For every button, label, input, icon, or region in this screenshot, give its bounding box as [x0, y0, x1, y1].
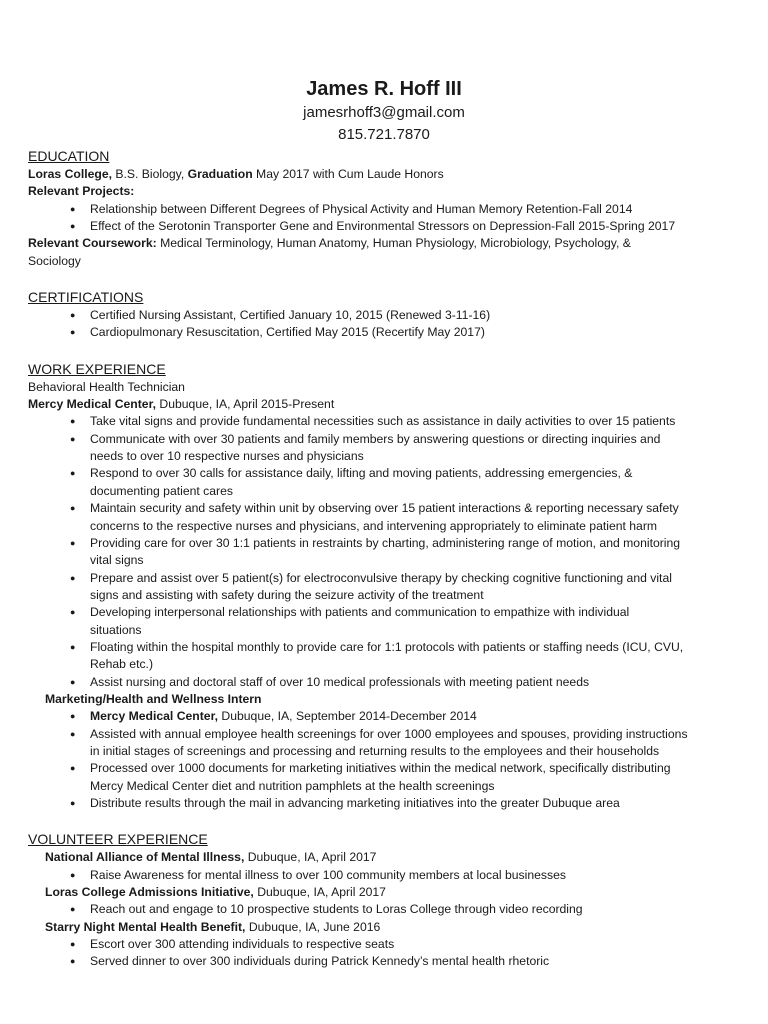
list-item: ● Maintain security and safety within unit by observing over 15 patient interactions & reporting necessary safety concerns to the respective nurses and physicians, and intervening appropriately to eliminate patient harm	[28, 500, 728, 535]
list-item: ● Developing interpersonal relationships with patients and communication to empathize with individual situations	[28, 604, 728, 639]
candidate-name: James R. Hoff III	[306, 78, 462, 100]
job2-bullets	[28, 708, 728, 812]
list-item: ● Assisted with annual employee health screenings for over 1000 employees and spouses, providing instructions in initial stages of screenings and processing and returning results to the employees and their households	[28, 726, 728, 761]
job2-title: Marketing/Health and Wellness Intern	[45, 691, 262, 706]
list-item: ● Reach out and engage to 10 prospective students to Loras College through video recording	[28, 901, 728, 918]
volunteer-org-2: Loras College Admissions Initiative, Dubuque, IA, April 2017	[45, 885, 386, 900]
job1-bullets	[28, 413, 728, 691]
projects-label: Relevant Projects:	[28, 184, 135, 199]
coursework-label: Relevant Coursework:	[28, 236, 157, 251]
email-address: jamesrhoff3@gmail.com	[303, 104, 465, 121]
job1-employer: Mercy Medical Center,	[28, 397, 157, 412]
list-item: ● Prepare and assist over 5 patient(s) for electroconvulsive therapy by checking cognitive functioning and vital signs and assisting with safety during the seizure activity of the treatment	[28, 570, 728, 605]
list-item: ● Respond to over 30 calls for assistance daily, lifting and moving patients, addressing emergencies, & documenting patient cares	[28, 465, 728, 500]
list-item: ● Providing care for over 30 1:1 patients in restraints by charting, administering range of motion, and monitoring vital signs	[28, 535, 728, 570]
job2-employer-line	[28, 708, 728, 725]
job1-title: Behavioral Health Technician	[28, 379, 185, 394]
volunteer-org-3-bullets	[28, 936, 728, 971]
coursework-line-2: Sociology	[28, 253, 81, 268]
coursework-text: Medical Terminology, Human Anatomy, Human Physiology, Microbiology, Psychology, &	[156, 236, 631, 251]
resume-header	[0, 76, 768, 146]
list-item: ● Communicate with over 30 patients and family members by answering questions or directing inquiries and needs to over 10 respective nurses and physicians	[28, 431, 728, 466]
list-item: ● Served dinner to over 300 individuals during Patrick Kennedy’s mental health rhetoric	[28, 953, 728, 970]
graduation-text: May 2017 with Cum Laude Honors	[252, 167, 444, 181]
work-heading: WORK EXPERIENCE	[28, 360, 166, 377]
volunteer-heading: VOLUNTEER EXPERIENCE	[28, 831, 208, 848]
degree: B.S. Biology,	[111, 167, 188, 181]
resume-body	[28, 146, 728, 971]
graduation-label: Graduation	[187, 167, 253, 181]
list-item: ● Distribute results through the mail in advancing marketing initiatives into the greater Dubuque area	[28, 795, 728, 812]
education-degree-line	[28, 166, 728, 183]
volunteer-org-2-bullets	[28, 901, 728, 918]
projects-list	[28, 201, 728, 236]
job1-employer-line	[28, 396, 728, 413]
volunteer-org-1: National Alliance of Mental Illness, Dubuque, IA, April 2017	[45, 850, 377, 865]
education-heading: EDUCATION	[28, 148, 110, 164]
list-item: ● Escort over 300 attending individuals to respective seats	[28, 936, 728, 953]
coursework-line	[28, 235, 728, 252]
volunteer-org-3: Starry Night Mental Health Benefit, Dubuque, IA, June 2016	[45, 919, 381, 934]
list-item: ● Assist nursing and doctoral staff of over 10 medical professionals with meeting patient needs	[28, 674, 728, 691]
school-name: Loras College,	[28, 167, 112, 181]
job1-location: Dubuque, IA, April 2015-Present	[156, 397, 335, 412]
list-item: ● Effect of the Serotonin Transporter Gene and Environmental Stressors on Depression-Fall 2015-Spring 2017	[28, 218, 728, 235]
job2-location: Dubuque, IA, September 2014-December 2014	[218, 709, 477, 724]
volunteer-org-1-bullets	[28, 867, 728, 884]
list-item: ● Certified Nursing Assistant, Certified January 10, 2015 (Renewed 3-11-16)	[28, 307, 728, 324]
list-item: ● Relationship between Different Degrees of Physical Activity and Human Memory Retention-Fall 2014	[28, 201, 728, 218]
job2-employer: Mercy Medical Center,	[90, 709, 219, 724]
list-item: ● Take vital signs and provide fundamental necessities such as assistance in daily activities to over 15 patients	[28, 413, 728, 430]
phone-number: 815.721.7870	[338, 126, 430, 143]
list-item: ● Processed over 1000 documents for marketing initiatives within the medical network, specifically distributing Mercy Medical Center diet and nutrition pamphlets at the health screenings	[28, 760, 728, 795]
certifications-heading: CERTIFICATIONS	[28, 289, 144, 306]
list-item: ● Raise Awareness for mental illness to over 100 community members at local businesses	[28, 867, 728, 884]
certifications-list	[28, 307, 728, 342]
list-item: ● Floating within the hospital monthly to provide care for 1:1 protocols with patients or staffing needs (ICU, CVU, Rehab etc.)	[28, 639, 728, 674]
list-item: ● Cardiopulmonary Resuscitation, Certified May 2015 (Recertify May 2017)	[28, 324, 728, 341]
